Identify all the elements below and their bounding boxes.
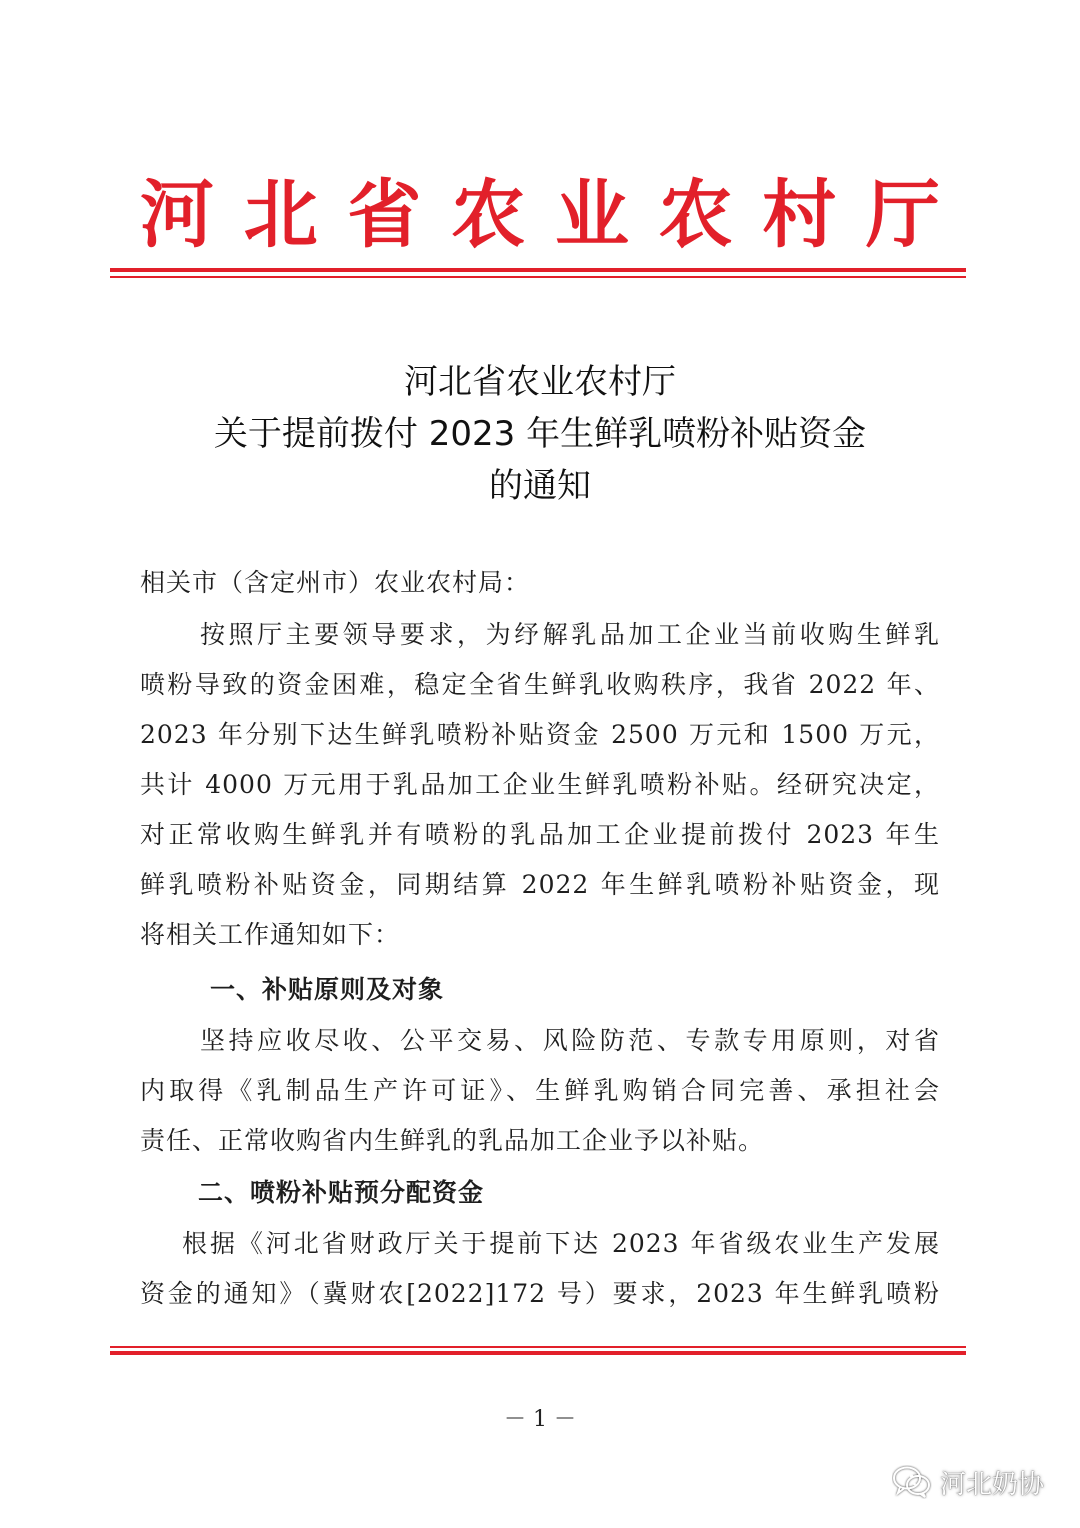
paragraph-line: 按照厅主要领导要求，为纾解乳品加工企业当前收购生鲜乳 bbox=[200, 620, 940, 649]
paragraph-line: 内取得《乳制品生产许可证》、生鲜乳购销合同完善、承担社会 bbox=[140, 1076, 940, 1105]
watermark bbox=[892, 1460, 1044, 1504]
masthead-char: 省 bbox=[347, 172, 422, 258]
watermark-text: 河北奶协 bbox=[940, 1469, 1045, 1500]
paragraph-line: 资金的通知》（冀财农[2022]172 号）要求，2023 年生鲜乳喷粉 bbox=[140, 1279, 940, 1308]
paragraph-line: 将相关工作通知如下： bbox=[140, 920, 401, 949]
paragraph-line: 鲜乳喷粉补贴资金，同期结算 2022 年生鲜乳喷粉补贴资金，现 bbox=[140, 870, 940, 899]
page-number: － 1 － bbox=[504, 1407, 576, 1432]
masthead-char: 业 bbox=[554, 172, 629, 258]
masthead-rule-thick bbox=[110, 268, 966, 272]
masthead-rule-thin bbox=[110, 276, 966, 278]
masthead-char: 村 bbox=[762, 172, 837, 258]
paragraph-line: 责任、正常收购省内生鲜乳的乳品加工企业予以补贴。 bbox=[140, 1126, 765, 1155]
wechat-icon bbox=[892, 1465, 932, 1499]
masthead-char: 农 bbox=[451, 172, 526, 258]
footer-rule-thin bbox=[110, 1346, 966, 1348]
doc-title-line-1: 河北省农业农村厅 bbox=[404, 362, 676, 402]
masthead-char: 北 bbox=[243, 172, 318, 258]
salutation: 相关市（含定州市）农业农村局： bbox=[140, 568, 531, 597]
paragraph-line: 根据《河北省财政厅关于提前下达 2023 年省级农业生产发展 bbox=[182, 1229, 940, 1258]
masthead bbox=[110, 170, 970, 260]
paragraph-line: 对正常收购生鲜乳并有喷粉的乳品加工企业提前拨付 2023 年生 bbox=[140, 820, 940, 849]
footer-rule-thick bbox=[110, 1351, 966, 1355]
doc-title-line-2: 关于提前拨付 2023 年生鲜乳喷粉补贴资金 bbox=[213, 414, 867, 454]
paragraph-line: 喷粉导致的资金困难，稳定全省生鲜乳收购秩序，我省 2022 年、 bbox=[140, 670, 940, 699]
doc-title-line-3: 的通知 bbox=[489, 466, 591, 506]
paragraph-line: 坚持应收尽收、公平交易、风险防范、专款专用原则，对省 bbox=[200, 1026, 940, 1055]
section-heading-1: 一、补贴原则及对象 bbox=[210, 975, 445, 1004]
masthead-char: 厅 bbox=[865, 172, 940, 258]
masthead-char: 农 bbox=[658, 172, 733, 258]
paragraph-line: 2023 年分别下达生鲜乳喷粉补贴资金 2500 万元和 1500 万元， bbox=[140, 720, 940, 749]
paragraph-line: 共计 4000 万元用于乳品加工企业生鲜乳喷粉补贴。经研究决定， bbox=[140, 770, 940, 799]
section-heading-2: 二、喷粉补贴预分配资金 bbox=[198, 1178, 485, 1207]
masthead-char: 河 bbox=[140, 172, 214, 258]
